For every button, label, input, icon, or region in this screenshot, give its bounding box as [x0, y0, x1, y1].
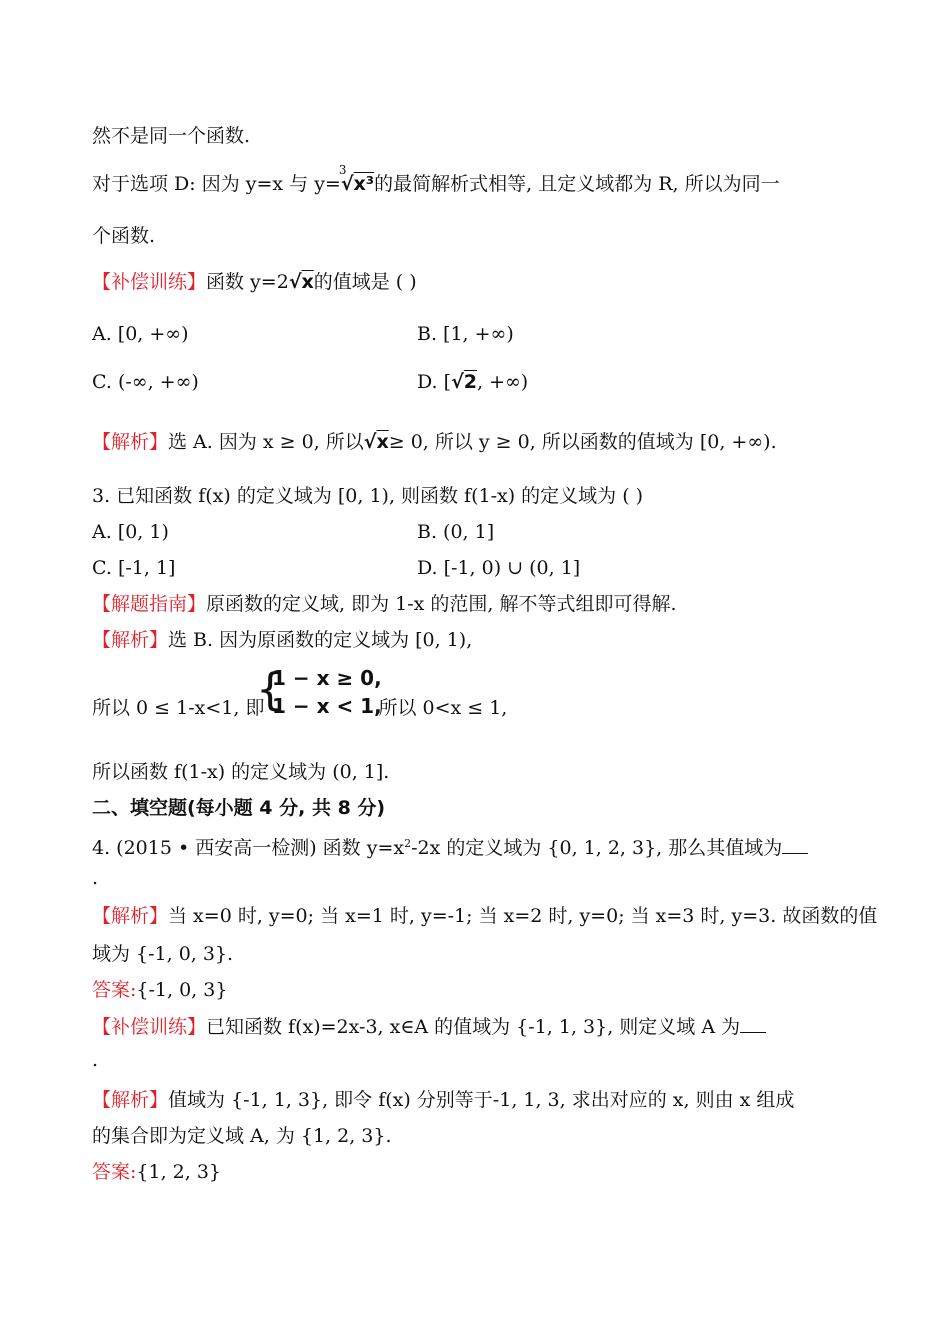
option-b: B. [1, +∞): [417, 323, 514, 345]
section-tag: 【解析】: [92, 431, 169, 453]
answer-key-tag: 答案:: [92, 979, 137, 1001]
question-stem: 4. (2015 • 西安高一检测) 函数 $y=x^2-2x$ 的定义域为 {0, 1, 2, 3}, 那么其值域为: [92, 832, 808, 860]
text-line: 然不是同一个函数.: [92, 125, 251, 147]
inequality-system: [256, 664, 382, 720]
text-line: 对于选项 D: 因为 y=x 与 y= 3 √x³的最简解析式相等, 且定义域都为 R, 所以为同一: [92, 163, 780, 195]
text-line: 个函数.: [92, 225, 156, 247]
option-d: D. [√2, +∞): [417, 371, 529, 393]
option-row: [92, 520, 495, 544]
inequality-1: 1 − x ≥ 0,: [272, 666, 382, 690]
answer-line: 域为 {-1, 0, 3}.: [92, 943, 234, 965]
key-line: 答案:{1, 2, 3}: [92, 1161, 222, 1183]
answer-key-tag: 答案:: [92, 1161, 137, 1183]
answer-line: 【解析】选 B. 因为原函数的定义域为 [0, 1),: [92, 629, 473, 651]
section-tag: 【补偿训练】: [92, 271, 207, 293]
answer-line: 所以 0 ≤ 1-x<1, 即 所以 0<x ≤ 1,: [92, 697, 508, 719]
section-tag: 【补偿训练】: [92, 1016, 207, 1038]
brace-icon: {: [256, 664, 284, 715]
section-tag: 【解析】: [92, 629, 169, 651]
question-stem: 3. 已知函数 f(x) 的定义域为 [0, 1), 则函数 f(1-x) 的定义域为 ( ): [92, 485, 644, 507]
sqrt-expression: √: [288, 271, 302, 293]
option-a: A. [0, 1): [92, 521, 169, 543]
answer-line: 的集合即为定义域 A, 为 {1, 2, 3}.: [92, 1125, 392, 1147]
answer-line: 【解析】值域为 {-1, 1, 3}, 即令 f(x) 分别等于-1, 1, 3, 求出对应的 x, 则由 x 组成: [92, 1089, 795, 1111]
option-d: D. [-1, 0) ∪ (0, 1]: [417, 557, 581, 579]
text-line: .: [92, 867, 99, 889]
option-row: [92, 556, 581, 580]
hint-line: 【解题指南】原函数的定义域, 即为 1-x 的范围, 解不等式组即可得解.: [92, 593, 677, 615]
answer-blank[interactable]: [782, 835, 808, 854]
answer-line: 【解析】当 x=0 时, y=0; 当 x=1 时, y=-1; 当 x=2 时, y=0; 当 x=3 时, y=3. 故函数的值: [92, 905, 878, 927]
option-row: [92, 322, 514, 346]
section-heading: 二、填空题(每小题 4 分, 共 8 分): [92, 797, 386, 819]
section-tag: 【解析】: [92, 1089, 169, 1111]
option-c: C. [-1, 1]: [92, 557, 176, 579]
answer-blank[interactable]: [740, 1014, 766, 1033]
section-tag: 【解析】: [92, 905, 169, 927]
question-stem: 【补偿训练】函数 y=2√x的值域是 ( ): [92, 271, 417, 293]
answer-line: 所以函数 f(1-x) 的定义域为 (0, 1].: [92, 761, 390, 783]
question-stem: 【补偿训练】已知函数 f(x)=2x-3, x∈A 的值域为 {-1, 1, 3}, 则定义域 A 为: [92, 1014, 766, 1039]
section-tag: 【解题指南】: [92, 593, 207, 615]
text-line: .: [92, 1049, 99, 1071]
option-c: C. (-∞, +∞): [92, 371, 199, 393]
option-row: [92, 370, 529, 394]
option-b: B. (0, 1]: [417, 521, 495, 543]
answer-line: 【解析】选 A. 因为 x ≥ 0, 所以√x≥ 0, 所以 y ≥ 0, 所以函数的值域为 [0, +∞).: [92, 431, 777, 453]
inequality-2: 1 − x < 1,: [272, 694, 382, 718]
cube-root-expression: 3 √x³: [338, 163, 375, 195]
option-a: A. [0, +∞): [92, 323, 189, 345]
key-line: 答案:{-1, 0, 3}: [92, 979, 228, 1001]
